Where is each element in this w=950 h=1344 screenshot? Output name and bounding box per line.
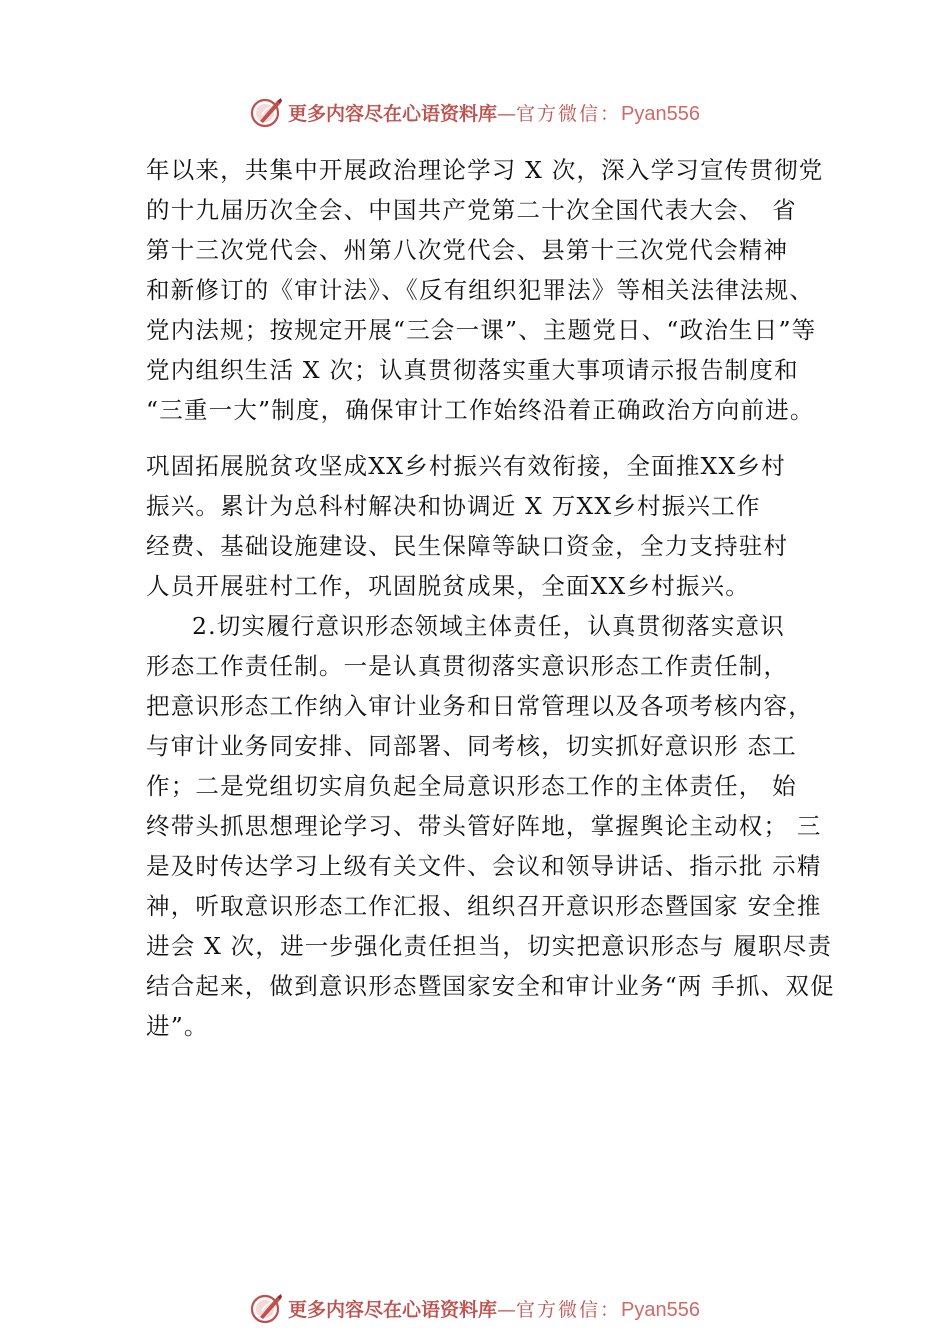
text-line: 第十三次党代会、州第八次党代会、县第十三次党代会精神	[146, 236, 789, 264]
text-line: 的十九届历次全会、中国共产党第二十次全国代表大会、 省	[146, 196, 797, 224]
watermark-wechat-id: Pyan556	[621, 1298, 700, 1321]
text-line: 党内组织生活 X 次；认真贯彻落实重大事项请示报告制度和	[146, 356, 799, 384]
text-line: 作；二是党组切实肩负起全局意识形态工作的主体责任， 始	[146, 772, 797, 800]
quill-logo-icon	[250, 1291, 284, 1325]
watermark-text	[288, 99, 700, 126]
watermark-wechat-label: 官方微信：	[516, 102, 622, 125]
text-line: 人员开展驻村工作，巩固脱贫成果，全面XX乡村振兴。	[146, 572, 750, 600]
watermark-brand: 更多内容尽在心语资料库	[288, 1298, 498, 1321]
text-line: 是及时传达学习上级有关文件、会议和领导讲话、指示批 示精	[146, 852, 822, 880]
watermark-dash: —	[497, 102, 517, 125]
text-line: 巩固拓展脱贫攻坚成XX乡村振兴有效衔接，全面推XX乡村	[146, 452, 786, 480]
paragraph-rural-revitalization	[146, 446, 846, 606]
watermark-brand: 更多内容尽在心语资料库	[288, 102, 498, 125]
text-line: 进会 X 次，进一步强化责任担当，切实把意识形态与 履职尽责	[146, 932, 833, 960]
text-line: 神，听取意识形态工作汇报、组织召开意识形态暨国家 安全推	[146, 892, 822, 920]
text-line: “三重一大”制度，确保审计工作始终沿着正确政治方向前进。	[146, 396, 815, 424]
paragraph-ideology-responsibility	[146, 606, 846, 1046]
text-line: 结合起来，做到意识形态暨国家安全和审计业务“两 手抓、双促	[146, 972, 835, 1000]
text-line: 进”。	[146, 1012, 209, 1040]
text-line: 和新修订的《审计法》、《反有组织犯罪法》等相关法律法规、	[146, 276, 815, 304]
watermark-wechat-id: Pyan556	[621, 102, 700, 125]
watermark-header	[0, 92, 950, 132]
watermark-footer	[0, 1288, 950, 1328]
watermark-text	[288, 1295, 700, 1322]
text-line: 年以来，共集中开展政治理论学习 X 次，深入学习宣传贯彻党	[146, 156, 824, 184]
paragraph-political-study	[146, 150, 846, 430]
paragraph-gap	[146, 430, 846, 446]
text-line: 2.切实履行意识形态领域主体责任，认真贯彻落实意识	[192, 612, 785, 640]
text-line: 经费、基础设施建设、民生保障等缺口资金，全力支持驻村	[146, 532, 789, 560]
quill-logo-icon	[250, 95, 284, 129]
text-line: 把意识形态工作纳入审计业务和日常管理以及各项考核内容，	[146, 692, 813, 720]
text-line: 终带头抓思想理论学习、带头管好阵地，掌握舆论主动权； 三	[146, 812, 822, 840]
text-line: 与审计业务同安排、同部署、同考核，切实抓好意识形 态工	[146, 732, 797, 760]
watermark-wechat-label: 官方微信：	[516, 1298, 622, 1321]
text-line: 形态工作责任制。一是认真贯彻落实意识形态工作责任制，	[146, 652, 789, 680]
document-body	[146, 150, 846, 1046]
watermark-dash: —	[497, 1298, 517, 1321]
text-line: 党内法规；按规定开展“三会一课”、主题党日、“政治生日”等	[146, 316, 817, 344]
text-line: 振兴。累计为总科村解决和协调近 X 万XX乡村振兴工作	[146, 492, 761, 520]
